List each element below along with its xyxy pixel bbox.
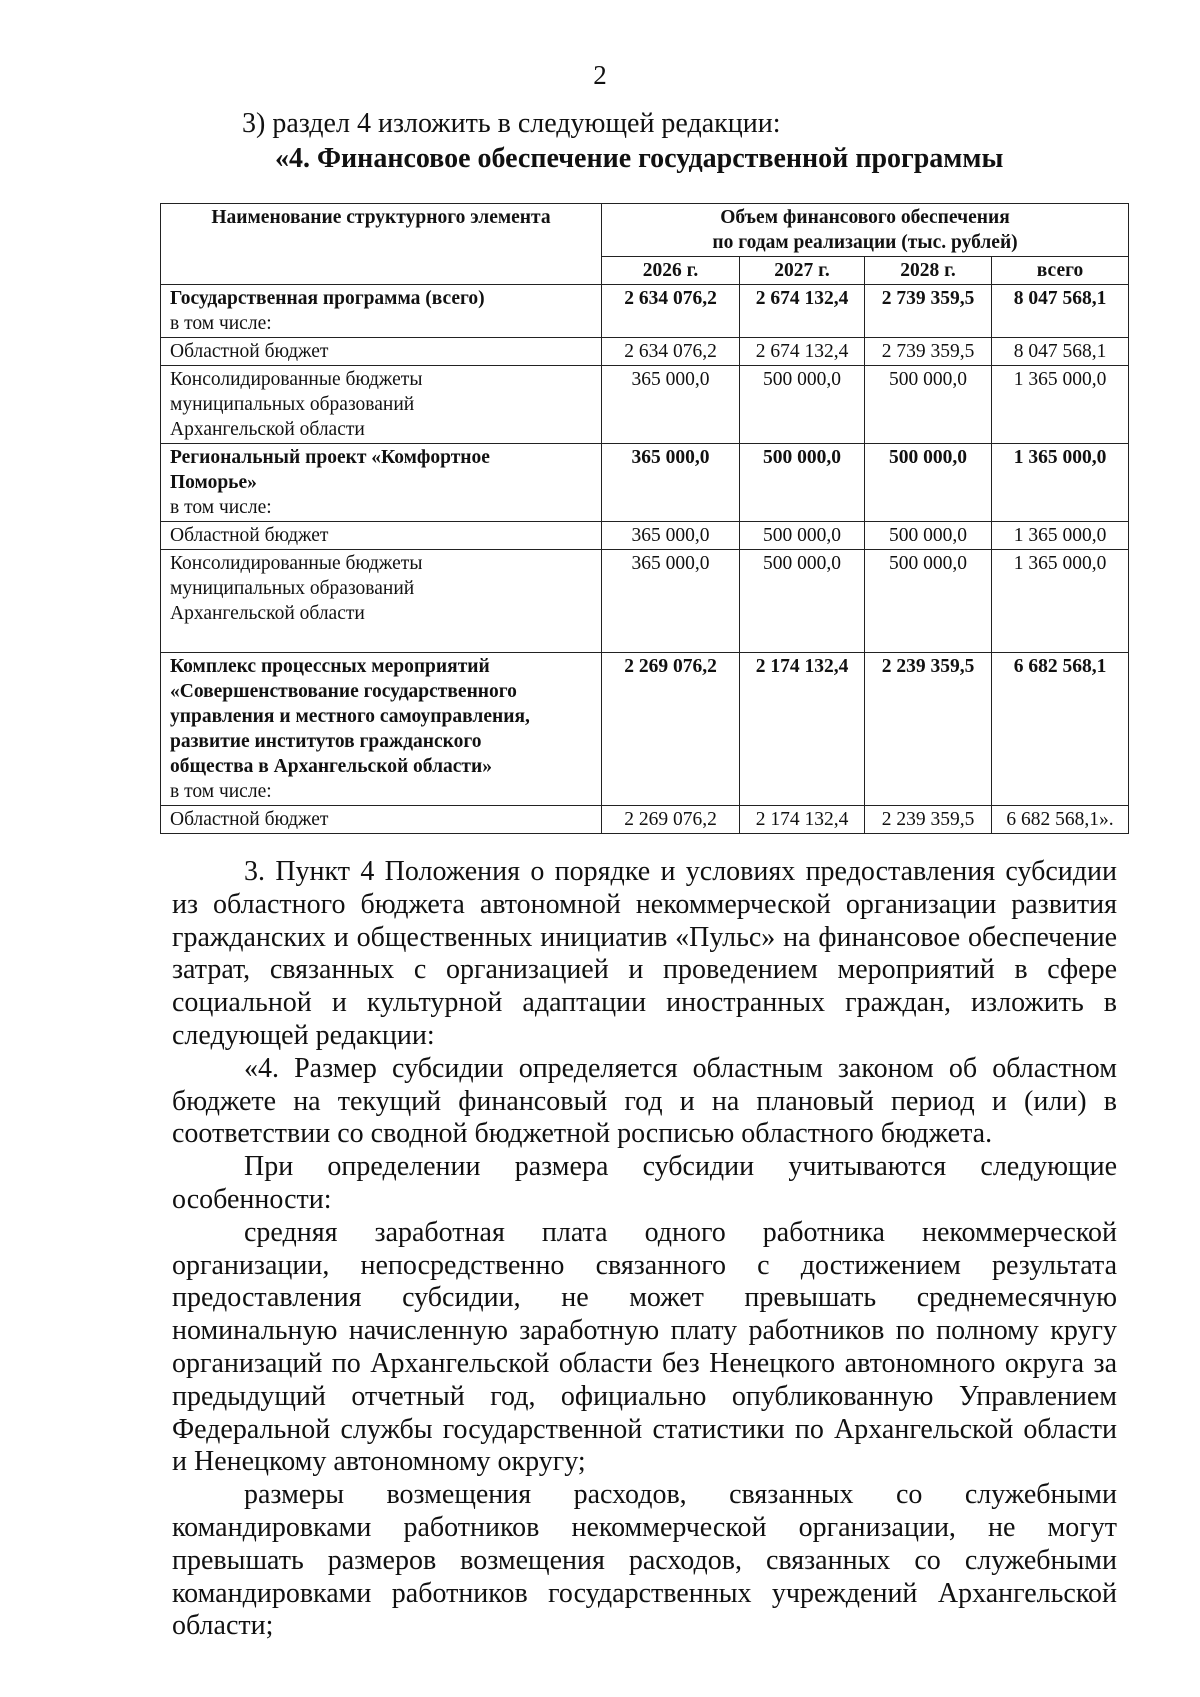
row-total: 1 365 000,0 bbox=[992, 366, 1129, 444]
body-paragraph: «4. Размер субсидии определяется областным законом об областном бюджете на текущий финансовый год и на плановый период и (или) в соответствии со сводной бюджетной росписью областного бюджета. bbox=[172, 1052, 1117, 1150]
row-total: 1 365 000,0 bbox=[992, 550, 1129, 653]
row-name-line: развитие институтов гражданского bbox=[170, 731, 482, 752]
row-name bbox=[161, 653, 602, 806]
row-value: 2 174 132,4 bbox=[740, 806, 865, 834]
row-name-line: Архангельской области bbox=[170, 603, 365, 624]
body-text bbox=[172, 856, 1117, 1643]
row-name-line: управления и местного самоуправления, bbox=[170, 706, 530, 727]
row-value: 365 000,0 bbox=[602, 550, 740, 653]
row-name-line: Областной бюджет bbox=[170, 525, 329, 546]
header-total: всего bbox=[992, 257, 1129, 285]
row-value: 2 634 076,2 bbox=[602, 338, 740, 366]
row-value: 500 000,0 bbox=[740, 444, 865, 522]
row-total: 6 682 568,1 bbox=[992, 653, 1129, 806]
body-paragraph: размеры возмещения расходов, связанных со служебными командировками работников некоммерческой организации, не могут превышать размеров возмещения расходов, связанных со служебными командировками работников государственных учреждений Архангельской области; bbox=[172, 1479, 1117, 1642]
row-total: 1 365 000,0 bbox=[992, 522, 1129, 550]
row-value: 2 269 076,2 bbox=[602, 653, 740, 806]
row-name-line: муниципальных образований bbox=[170, 394, 415, 415]
row-name-line: Областной бюджет bbox=[170, 809, 329, 830]
header-year: 2027 г. bbox=[740, 257, 865, 285]
row-name-line: Областной бюджет bbox=[170, 341, 329, 362]
row-name bbox=[161, 522, 602, 550]
row-name-line: Поморье» bbox=[170, 472, 257, 493]
row-value: 500 000,0 bbox=[865, 366, 992, 444]
row-value: 500 000,0 bbox=[865, 522, 992, 550]
header-volume bbox=[602, 204, 1129, 257]
row-name-line: Архангельской области bbox=[170, 419, 365, 440]
row-name-line: «Совершенствование государственного bbox=[170, 681, 517, 702]
body-paragraph: средняя заработная плата одного работника некоммерческой организации, непосредственно связанного с достижением результата предоставления субсидии, не может превышать среднемесячную номинальную начисленную заработную плату работников по полному кругу организаций по Архангельской области без Ненецкого автономного округа за предыдущий отчетный год, официально опубликованную Управлением Федеральной службы государственной статистики по Архангельской области и Ненецкому автономному округу; bbox=[172, 1216, 1117, 1478]
body-paragraph: При определении размера субсидии учитываются следующие особенности: bbox=[172, 1151, 1117, 1215]
row-name bbox=[161, 806, 602, 834]
table-row bbox=[161, 806, 1129, 834]
row-value: 365 000,0 bbox=[602, 444, 740, 522]
row-value: 500 000,0 bbox=[740, 522, 865, 550]
row-total: 8 047 568,1 bbox=[992, 338, 1129, 366]
table-row bbox=[161, 522, 1129, 550]
section-title: «4. Финансовое обеспечение государственной программы bbox=[275, 143, 1004, 174]
row-name-line: муниципальных образований bbox=[170, 578, 415, 599]
row-value: 500 000,0 bbox=[740, 550, 865, 653]
row-name bbox=[161, 550, 602, 653]
row-name-line: Консолидированные бюджеты bbox=[170, 369, 423, 390]
body-paragraph: 3. Пункт 4 Положения о порядке и условиях предоставления субсидии из областного бюджета автономной некоммерческой организации развития гражданских и общественных инициатив «Пульс» на финансовое обеспечение затрат, связанных с организацией и проведением мероприятий в сфере социальной и культурной адаптации иностранных граждан, изложить в следующей редакции: bbox=[172, 856, 1117, 1051]
financing-table bbox=[160, 203, 1129, 834]
row-value: 365 000,0 bbox=[602, 366, 740, 444]
header-volume-line-1: Объем финансового обеспечения bbox=[720, 207, 1010, 228]
row-value: 2 739 359,5 bbox=[865, 285, 992, 338]
row-name bbox=[161, 444, 602, 522]
row-value: 2 739 359,5 bbox=[865, 338, 992, 366]
row-name-line: Государственная программа (всего) bbox=[170, 288, 485, 309]
row-value: 2 634 076,2 bbox=[602, 285, 740, 338]
row-value: 365 000,0 bbox=[602, 522, 740, 550]
row-sub-label: в том числе: bbox=[170, 497, 272, 518]
row-name bbox=[161, 338, 602, 366]
row-value: 500 000,0 bbox=[740, 366, 865, 444]
row-value: 2 269 076,2 bbox=[602, 806, 740, 834]
row-total: 6 682 568,1». bbox=[992, 806, 1129, 834]
row-total: 1 365 000,0 bbox=[992, 444, 1129, 522]
header-year: 2028 г. bbox=[865, 257, 992, 285]
intro-line: 3) раздел 4 изложить в следующей редакции: bbox=[242, 108, 781, 139]
table-row bbox=[161, 550, 1129, 653]
row-value: 2 674 132,4 bbox=[740, 285, 865, 338]
row-value: 2 239 359,5 bbox=[865, 653, 992, 806]
row-name bbox=[161, 366, 602, 444]
page-number: 2 bbox=[593, 60, 607, 90]
row-sub-label: в том числе: bbox=[170, 781, 272, 802]
table-row bbox=[161, 338, 1129, 366]
row-name-line: общества в Архангельской области» bbox=[170, 756, 492, 777]
row-value: 2 674 132,4 bbox=[740, 338, 865, 366]
row-name-line: Региональный проект «Комфортное bbox=[170, 447, 490, 468]
table-row bbox=[161, 653, 1129, 806]
row-value: 2 239 359,5 bbox=[865, 806, 992, 834]
row-value: 2 174 132,4 bbox=[740, 653, 865, 806]
row-name bbox=[161, 285, 602, 338]
row-value: 500 000,0 bbox=[865, 444, 992, 522]
row-name-line: Комплекс процессных мероприятий bbox=[170, 656, 490, 677]
table-body bbox=[161, 285, 1129, 834]
row-value: 500 000,0 bbox=[865, 550, 992, 653]
header-year: 2026 г. bbox=[602, 257, 740, 285]
row-name-line: Консолидированные бюджеты bbox=[170, 553, 423, 574]
row-sub-label: в том числе: bbox=[170, 313, 272, 334]
header-name: Наименование структурного элемента bbox=[161, 204, 602, 285]
table-row bbox=[161, 366, 1129, 444]
row-total: 8 047 568,1 bbox=[992, 285, 1129, 338]
header-volume-line-2: по годам реализации (тыс. рублей) bbox=[712, 232, 1018, 253]
table-row bbox=[161, 444, 1129, 522]
table-row bbox=[161, 285, 1129, 338]
